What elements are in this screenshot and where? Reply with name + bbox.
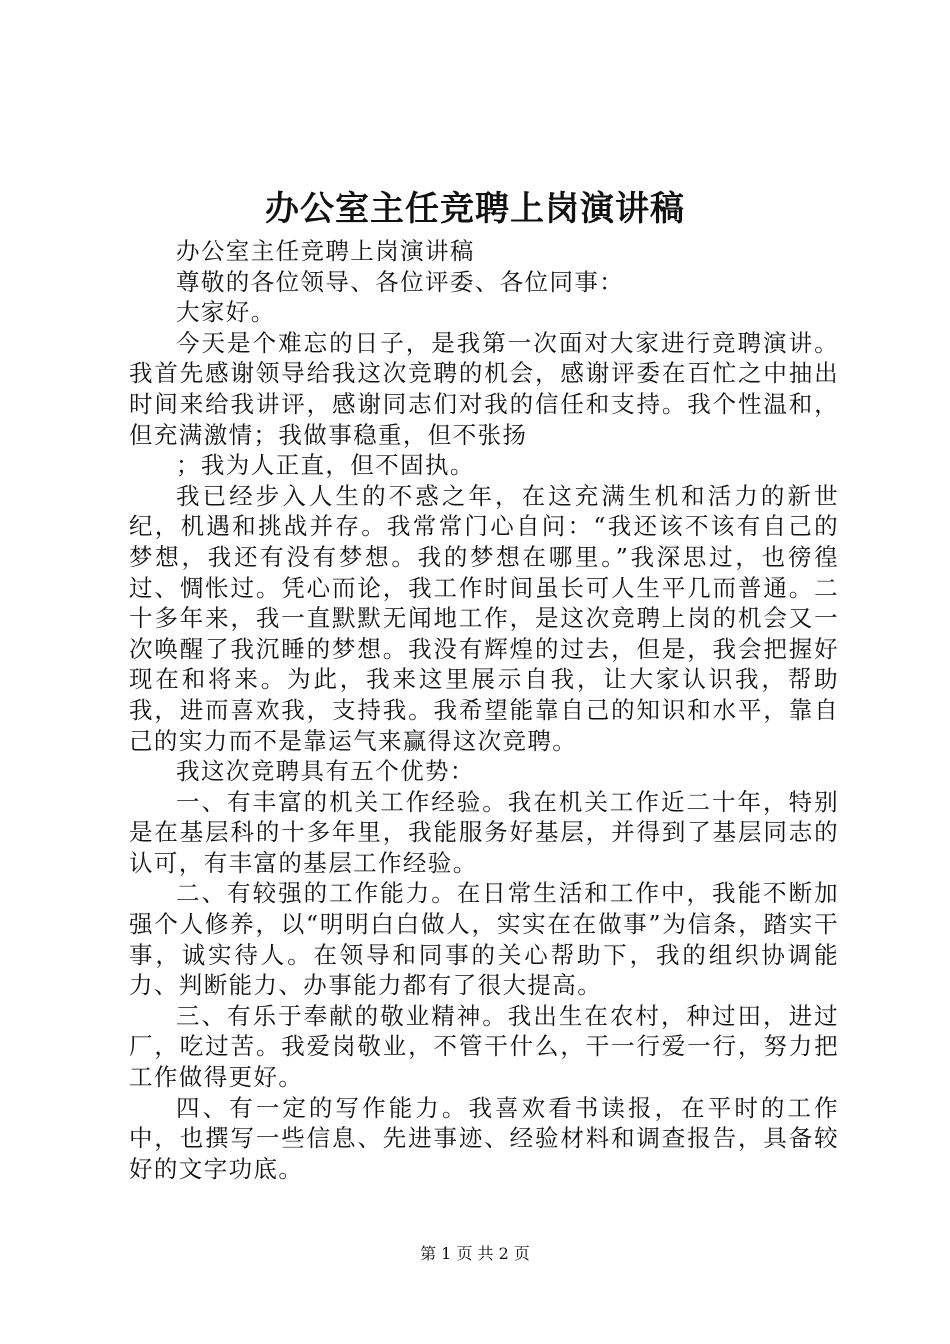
paragraph-advantage-2: 二、有较强的工作能力。在日常生活和工作中，我能不断加强个人修养，以“明明白白做人，实实在在做事”为信条，踏实干事，诚实待人。在领导和同事的关心帮助下，我的组织协调能力、判断能力、办事能力都有了很大提高。 xyxy=(129,879,839,1000)
document-title: 办公室主任竞聘上岗演讲稿 xyxy=(265,189,685,229)
paragraph-greeting: 大家好。 xyxy=(176,298,276,327)
paragraph-advantage-1: 一、有丰富的机关工作经验。我在机关工作近二十年，特别是在基层科的十多年里，我能服务好基层，并得到了基层同志的认可，有丰富的基层工作经验。 xyxy=(129,787,839,877)
document-body xyxy=(129,236,839,1184)
page-number-footer: 第 1 页 共 2 页 xyxy=(420,1244,530,1263)
paragraph-background: 我已经步入人生的不惑之年，在这充满生机和活力的新世纪，机遇和挑战并存。我常常门心自问：“我还该不该有自己的梦想，我还有没有梦想。我的梦想在哪里。”我深思过，也徬徨过、惆怅过。凭心而论，我工作时间虽长可人生平几而普通。二十多年来，我一直默默无闻地工作，是这次竞聘上岗的机会又一次唤醒了我沉睡的梦想。我没有辉煌的过去，但是，我会把握好现在和将来。为此，我来这里展示自我，让大家认识我，帮助我，进而喜欢我，支持我。我希望能靠自己的知识和水平，靠自己的实力而不是靠运气来赢得这次竞聘。 xyxy=(129,481,839,755)
paragraph-advantages-lead: 我这次竞聘具有五个优势： xyxy=(176,757,475,786)
paragraph-advantage-4: 四、有一定的写作能力。我喜欢看书读报，在平时的工作中，也撰写一些信息、先进事迹、经验材料和调查报告，具备较好的文字功底。 xyxy=(129,1093,839,1183)
paragraph-heading: 办公室主任竞聘上岗演讲稿 xyxy=(176,237,475,265)
paragraph-intro-continued: ；我为人正直，但不固执。 xyxy=(176,451,475,480)
paragraph-advantage-3: 三、有乐于奉献的敬业精神。我出生在农村，种过田，进过厂，吃过苦。我爱岗敬业，不管干什么，干一行爱一行，努力把工作做得更好。 xyxy=(129,1001,839,1092)
paragraph-intro: 今天是个难忘的日子，是我第一次面对大家进行竞聘演讲。我首先感谢领导给我这次竞聘的机会，感谢评委在百忙之中抽出时间来给我讲评，感谢同志们对我的信任和支持。我个性温和，但充满激情；我做事稳重，但不张扬 xyxy=(129,328,839,449)
paragraph-salutation: 尊敬的各位领导、各位评委、各位同事： xyxy=(176,267,625,296)
